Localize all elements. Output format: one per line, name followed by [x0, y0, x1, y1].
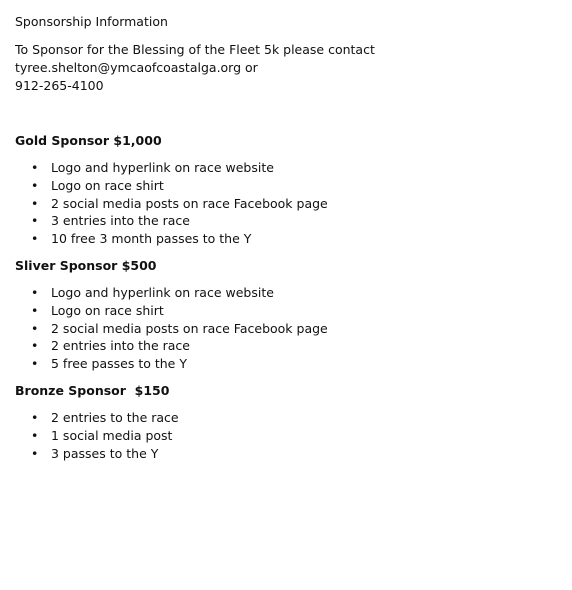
perk-label: 10 free 3 month passes to the Y [51, 231, 252, 247]
bullet-icon: • [31, 177, 39, 193]
perk-list-silver [15, 284, 557, 373]
bullet-icon: • [31, 338, 39, 354]
list-item [15, 177, 557, 195]
list-item [15, 284, 557, 302]
perk-list-gold [15, 159, 557, 248]
perk-label: 2 social media posts on race Facebook page [51, 320, 328, 336]
perk-label: 5 free passes to the Y [51, 356, 187, 372]
bullet-icon: • [31, 284, 39, 300]
list-item [15, 427, 557, 445]
perk-label: 2 entries to the race [51, 409, 179, 425]
bullet-icon: • [31, 231, 39, 247]
list-item [15, 337, 557, 355]
intro-suffix: or [241, 60, 258, 75]
contact-phone: 912-265-4100 [15, 78, 104, 93]
perk-label: 3 passes to the Y [51, 445, 159, 461]
bullet-icon: • [31, 160, 39, 175]
perk-list-bronze [15, 409, 557, 462]
tier-bronze [15, 382, 557, 462]
list-item [15, 195, 557, 213]
list-item [15, 230, 557, 248]
perk-label: 1 social media post [51, 427, 173, 443]
perk-label: Logo and hyperlink on race website [51, 284, 274, 300]
list-item [15, 159, 557, 177]
bullet-icon: • [31, 195, 39, 211]
contact-email-link[interactable]: tyree.shelton@ymcaofcoastalga.org [15, 60, 242, 75]
list-item [15, 355, 557, 373]
intro-paragraph [15, 41, 555, 95]
tier-gold [15, 132, 557, 248]
list-item [15, 212, 557, 230]
tier-title-gold: Gold Sponsor $1,000 [15, 133, 162, 148]
list-item [15, 302, 557, 320]
perk-label: 2 social media posts on race Facebook page [51, 195, 328, 211]
perk-label: Logo on race shirt [51, 177, 164, 193]
bullet-icon: • [31, 427, 39, 443]
page-heading: Sponsorship Information [15, 14, 168, 29]
intro-text: To Sponsor for the Blessing of the Fleet 5k please contact [15, 42, 375, 57]
bullet-icon: • [31, 213, 39, 229]
bullet-icon: • [31, 356, 39, 372]
list-item [15, 320, 557, 338]
tier-title-silver: Sliver Sponsor $500 [15, 257, 157, 273]
perk-label: 3 entries into the race [51, 213, 190, 229]
list-item [15, 445, 557, 463]
perk-label: Logo on race shirt [51, 302, 164, 318]
perk-label: 2 entries into the race [51, 338, 190, 354]
list-item [15, 409, 557, 427]
tier-title-bronze: Bronze Sponsor $150 [15, 382, 170, 398]
bullet-icon: • [31, 445, 39, 461]
bullet-icon: • [31, 320, 39, 336]
bullet-icon: • [31, 409, 39, 425]
perk-label: Logo and hyperlink on race website [51, 160, 274, 175]
bullet-icon: • [31, 302, 39, 318]
tier-silver [15, 257, 557, 373]
